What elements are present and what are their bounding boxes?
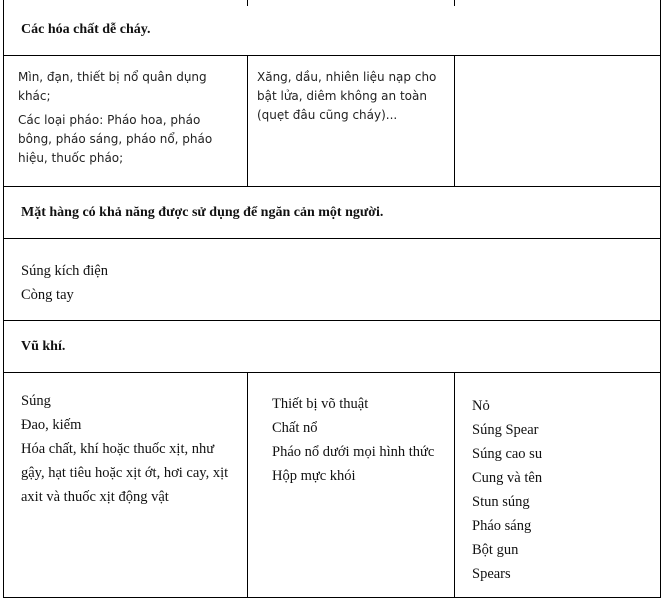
list-item: Pháo nổ dưới mọi hình thức [272, 444, 435, 460]
list-item: Súng cao su [472, 446, 543, 462]
table-rule [3, 55, 661, 56]
list-item: Nỏ [472, 398, 490, 414]
list-item: Bột gun [472, 542, 519, 558]
list-item: Xăng, dầu, nhiên liệu nạp cho bật lửa, diêm không an toàn (quẹt đâu cũng cháy)... [257, 70, 437, 122]
section-heading-flammables: Các hóa chất dễ cháy. [21, 22, 151, 37]
flammables-col-1 [18, 68, 238, 168]
list-item: Hóa chất, khí hoặc thuốc xịt, như gậy, hạt tiêu hoặc xịt ớt, hơi cay, xịt axit và thuốc xịt động vật [21, 441, 229, 505]
weapons-col-1 [21, 389, 237, 509]
list-item: Mìn, đạn, thiết bị nổ quân dụng khác; [18, 70, 207, 103]
table-rule [3, 320, 661, 321]
table-rule [3, 372, 661, 373]
section-heading-restraint-items: Mặt hàng có khả năng được sử dụng để ngăn cản một người. [21, 205, 384, 220]
table-rule [247, 372, 248, 598]
list-item: Súng [21, 393, 51, 409]
list-item: Chất nổ [272, 420, 318, 436]
weapons-col-2 [272, 392, 442, 488]
table-rule [660, 0, 661, 598]
table-rule [3, 0, 4, 598]
weapons-col-3 [472, 394, 652, 586]
table-rule [454, 55, 455, 186]
table-rule [454, 372, 455, 598]
section-heading-weapons: Vũ khí. [21, 339, 66, 354]
list-item: Còng tay [21, 287, 74, 303]
restraint-items-list [21, 259, 621, 307]
list-item: Cung và tên [472, 470, 543, 486]
list-item: Súng kích điện [21, 263, 108, 279]
flammables-col-2 [257, 68, 449, 125]
table-rule [3, 597, 661, 598]
document-table [3, 0, 661, 598]
list-item: Súng Spear [472, 422, 539, 438]
list-item: Đao, kiếm [21, 417, 82, 433]
list-item: Spears [472, 566, 511, 582]
table-rule [3, 186, 661, 187]
list-item: Các loại pháo: Pháo hoa, pháo bông, pháo sáng, pháo nổ, pháo hiệu, thuốc pháo; [18, 113, 213, 165]
table-rule [247, 0, 248, 6]
list-item: Hộp mực khói [272, 468, 356, 484]
table-rule [3, 238, 661, 239]
list-item: Stun súng [472, 494, 530, 510]
list-item: Thiết bị võ thuật [272, 396, 369, 412]
table-rule [454, 0, 455, 6]
list-item: Pháo sáng [472, 518, 532, 534]
table-rule [247, 55, 248, 186]
